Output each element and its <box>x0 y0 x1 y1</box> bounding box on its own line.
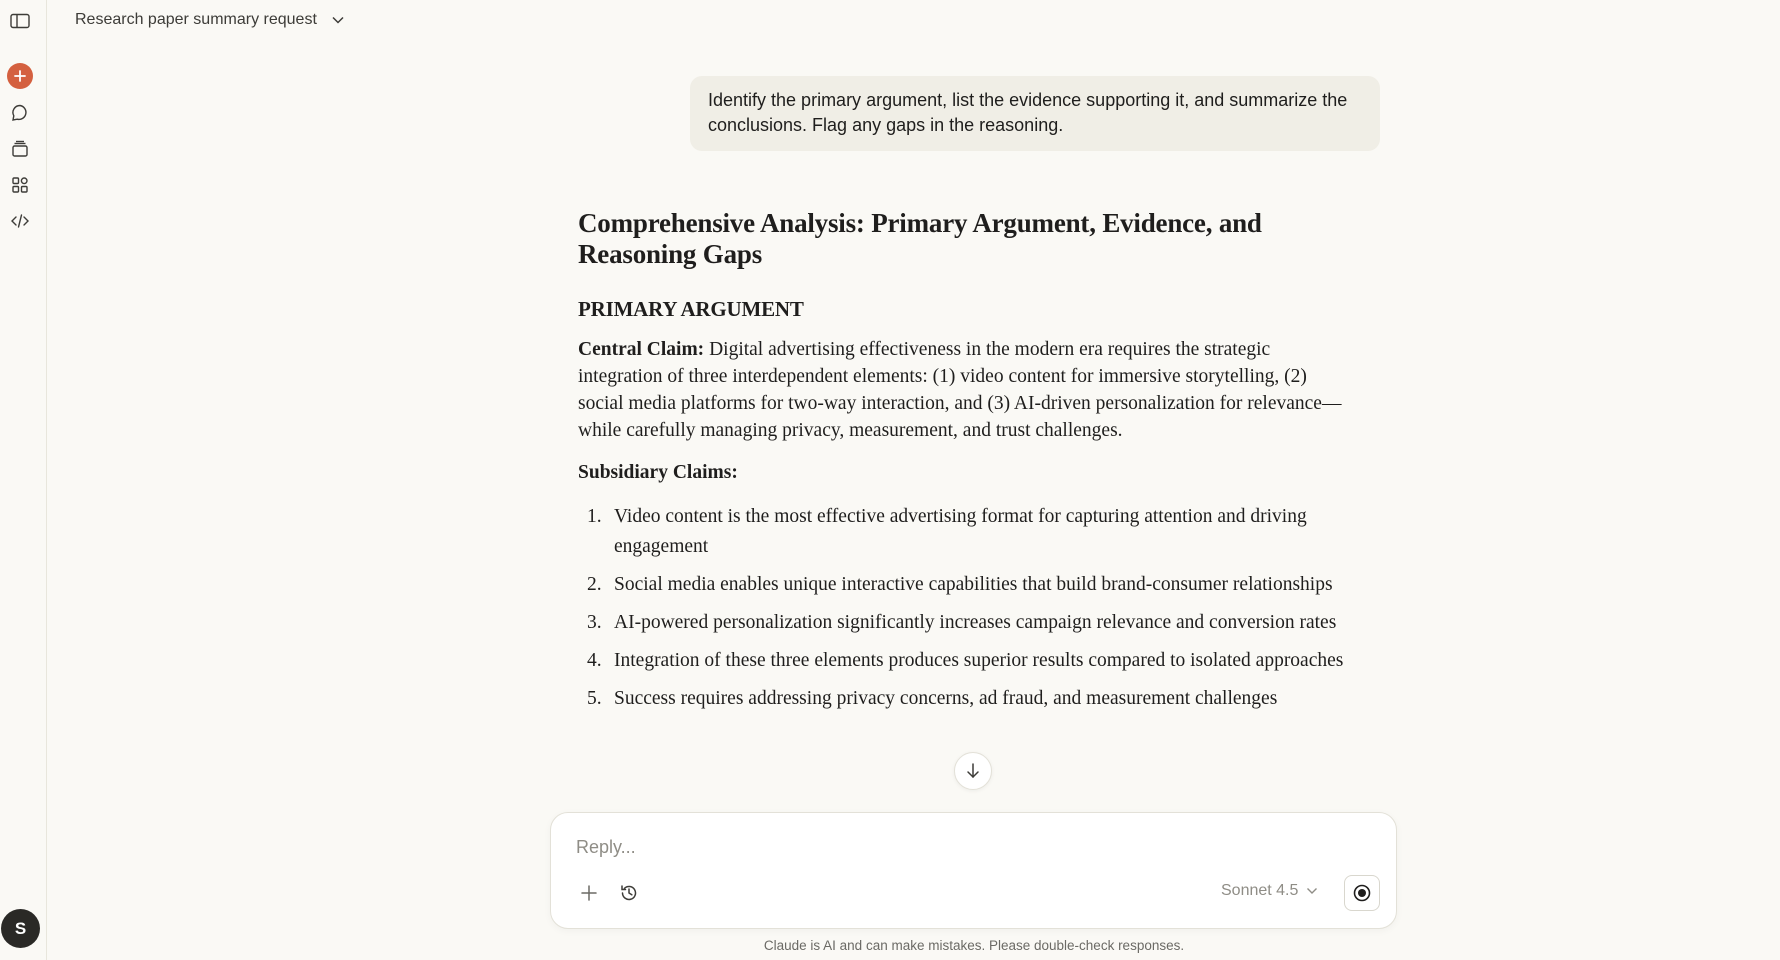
disclaimer: Claude is AI and can make mistakes. Please double-check responses. <box>763 938 1185 953</box>
response-title: Comprehensive Analysis: Primary Argument, Evidence, and Reasoning Gaps <box>578 208 1262 269</box>
list-item-number: 2. <box>587 574 602 595</box>
section-heading: PRIMARY ARGUMENT <box>578 297 804 321</box>
list-item-text: Video content is the most effective advertising format for capturing attention and driving engagement <box>614 506 1307 557</box>
chat-icon[interactable] <box>8 101 32 125</box>
assistant-response <box>578 208 1348 722</box>
list-item <box>578 570 1348 600</box>
clock-history-icon <box>619 883 639 903</box>
list-item-number: 5. <box>587 688 602 709</box>
record-icon <box>1353 884 1371 902</box>
list-item-text: Integration of these three elements produces superior results compared to isolated approaches <box>614 650 1344 671</box>
chevron-down-icon <box>1306 887 1318 895</box>
list-item-text: AI-powered personalization significantly increases campaign relevance and conversion rates <box>614 612 1337 633</box>
list-item <box>578 646 1348 676</box>
list-item-number: 3. <box>587 612 602 633</box>
voice-mode-button[interactable] <box>1344 875 1380 911</box>
central-claim-text: Digital advertising effectiveness in the modern era requires the strategic integration of three interdependent elements: (1) video content for immersive storytelling, (2) social media platforms for two-way interaction, and (3) AI-driven personalization for relevance—while carefully managing privacy, measurement, and trust challenges. <box>578 339 1342 441</box>
reply-input[interactable] <box>574 833 1358 861</box>
central-claim-label: Central Claim: <box>578 339 705 360</box>
chevron-down-icon <box>331 15 345 25</box>
model-selector[interactable] <box>1221 882 1318 900</box>
conversation-title-menu[interactable] <box>75 11 345 29</box>
avatar-initial: S <box>14 918 27 938</box>
list-item <box>578 684 1348 714</box>
list-item-text: Success requires addressing privacy concerns, ad fraud, and measurement challenges <box>614 688 1278 709</box>
list-item-number: 1. <box>587 506 602 527</box>
projects-icon[interactable] <box>8 137 32 161</box>
list-item <box>578 502 1348 562</box>
code-icon[interactable] <box>8 209 32 233</box>
user-message-text: Identify the primary argument, list the evidence supporting it, and summarize the conclusions. Flag any gaps in the reasoning. <box>708 90 1348 135</box>
subsidiary-claims-label: Subsidiary Claims: <box>578 462 738 483</box>
arrow-down-icon <box>965 762 981 780</box>
new-chat-button[interactable] <box>7 63 33 89</box>
history-button[interactable] <box>614 878 644 908</box>
user-message <box>690 76 1380 151</box>
page-title: Research paper summary request <box>75 11 317 28</box>
plus-icon <box>13 69 27 83</box>
artifacts-icon[interactable] <box>8 173 32 197</box>
central-claim <box>578 336 1348 444</box>
sidebar <box>0 0 47 960</box>
scroll-to-bottom-button[interactable] <box>954 752 992 790</box>
list-item-text: Social media enables unique interactive capabilities that build brand-consumer relationships <box>614 574 1333 595</box>
subsidiary-claims-list <box>578 502 1348 714</box>
list-item-number: 4. <box>587 650 602 671</box>
plus-icon <box>580 884 598 902</box>
sidebar-toggle-icon[interactable] <box>8 9 32 33</box>
list-item <box>578 608 1348 638</box>
composer <box>550 812 1397 929</box>
model-name: Sonnet 4.5 <box>1221 882 1299 899</box>
add-attachment-button[interactable] <box>574 878 604 908</box>
